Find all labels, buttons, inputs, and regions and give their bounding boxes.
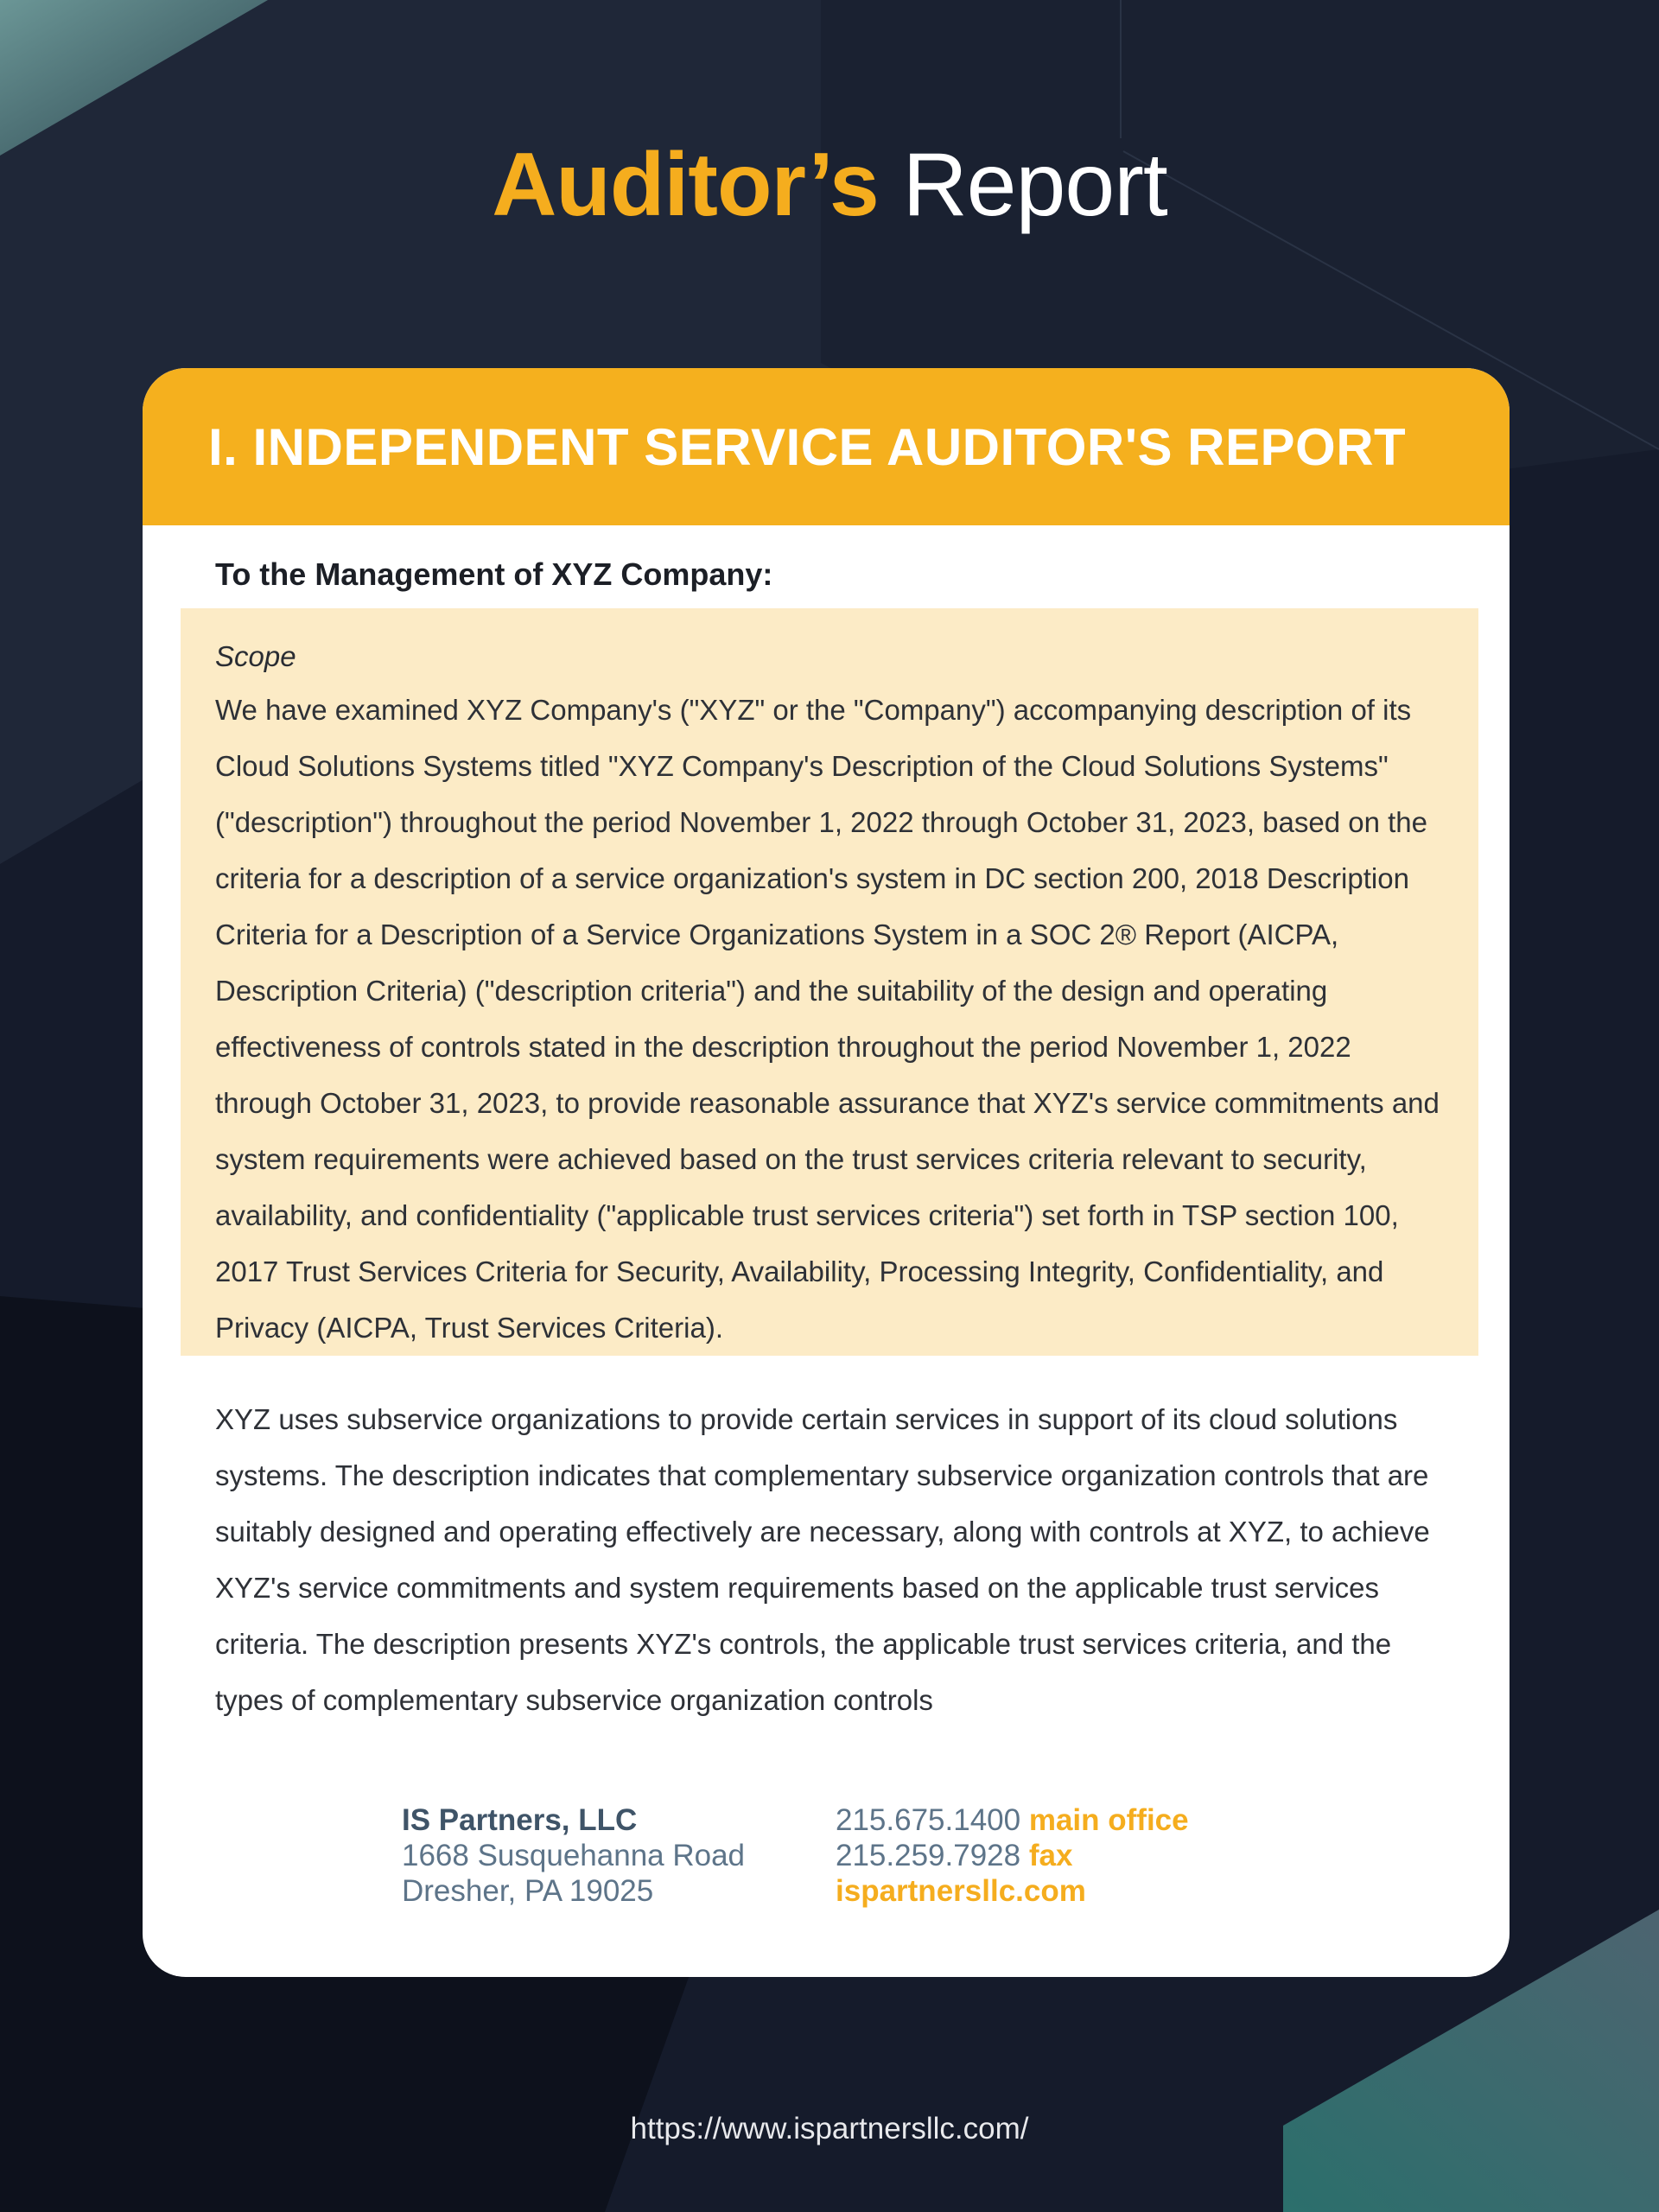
page-title-accent: Auditor’s <box>492 135 879 235</box>
main-phone-label: main office <box>1028 1803 1189 1837</box>
page-title-rest: Report <box>902 135 1167 235</box>
website-line <box>836 1873 1189 1909</box>
report-card-header <box>143 368 1510 525</box>
scope-highlight-box <box>181 608 1478 1356</box>
report-card <box>143 368 1510 1977</box>
salutation: To the Management of XYZ Company: <box>215 556 773 592</box>
footer-url-link[interactable]: https://www.ispartnersllc.com/ <box>630 2112 1029 2145</box>
scope-label: Scope <box>215 640 296 672</box>
scope-paragraph: We have examined XYZ Company's ("XYZ" or the "Company") accompanying description of its Cloud Solutions Systems titled "XYZ Company's Description of the Cloud Solutions Systems" ("description") throughout the period November 1, 2022 through October 31, 2023, based on the criteria for a description of a service organization's system in DC section 200, 2018 Description Criteria for a Description of a Service Organizations System in a SOC 2® Report (AICPA, Description Criteria) ("description criteria") and the suitability of the design and operating effectiveness of controls stated in the description throughout the period November 1, 2022 through October 31, 2023, to provide reasonable assurance that XYZ's service commitments and system requirements were achieved based on the trust services criteria relevant to security, availability, and confidentiality ("applicable trust services criteria") set forth in TSP section 100, 2017 Trust Services Criteria for Security, Availability, Processing Integrity, Confidentiality, and Privacy (AICPA, Trust Services Criteria). <box>215 694 1440 1344</box>
report-heading: I. INDEPENDENT SERVICE AUDITOR'S REPORT <box>208 417 1407 476</box>
contact-address-block <box>402 1802 745 1909</box>
fax-label: fax <box>1028 1839 1073 1872</box>
contact-phone-block <box>836 1802 1189 1909</box>
fax-number: 215.259.7928 <box>836 1839 1021 1872</box>
company-name: IS Partners, LLC <box>402 1803 638 1837</box>
main-phone-number: 215.675.1400 <box>836 1803 1021 1837</box>
city-address: Dresher, PA 19025 <box>402 1874 654 1908</box>
page-title <box>0 131 1659 239</box>
website-link[interactable]: ispartnersllc.com <box>836 1874 1086 1908</box>
fax-line <box>836 1838 1189 1873</box>
subservice-paragraph: XYZ uses subservice organizations to provide certain services in support of its cloud solutions systems. The description indicates that complementary subservice organization controls that are suitably designed and operating effectively are necessary, along with controls at XYZ, to achieve XYZ's service commitments and system requirements based on the applicable trust services criteria. The description presents XYZ's controls, the applicable trust services criteria, and the types of complementary subservice organization controls <box>215 1403 1430 1716</box>
street-address: 1668 Susquehanna Road <box>402 1839 746 1872</box>
main-phone-line <box>836 1802 1189 1838</box>
